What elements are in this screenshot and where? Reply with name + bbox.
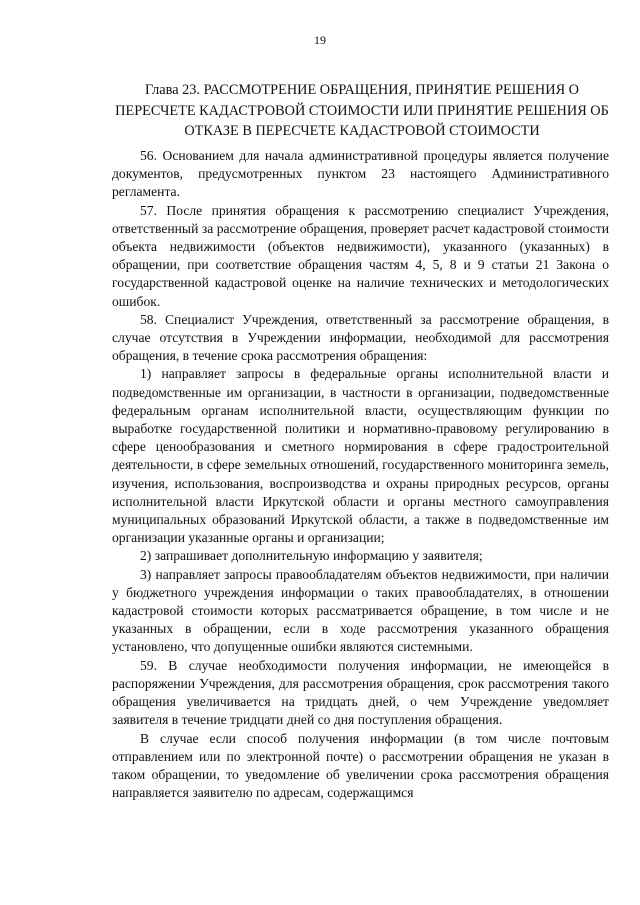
paragraph-59-continued: В случае если способ получения информации (в том числе почтовым отправлением или по электронной почте) о рассмотрении обращения не указан в таком обращении, то уведомление об увеличении срока рассмотрения обращения направляется заявителю по адресам, содержащимся	[112, 730, 609, 801]
chapter-title: Глава 23. РАССМОТРЕНИЕ ОБРАЩЕНИЯ, ПРИНЯТИЕ РЕШЕНИЯ О ПЕРЕСЧЕТЕ КАДАСТРОВОЙ СТОИМОСТИ ИЛИ ПРИНЯТИЕ РЕШЕНИЯ ОБ ОТКАЗЕ В ПЕРЕСЧЕТЕ КАДАСТРОВОЙ СТОИМОСТИ	[115, 82, 609, 139]
paragraph-58: 58. Специалист Учреждения, ответственный за рассмотрение обращения, в случае отсутствия в Учреждении информации, необходимой для рассмотрения обращения, в течение срока рассмотрения обращения:	[112, 311, 609, 364]
list-item-1: 1) направляет запросы в федеральные органы исполнительной власти и подведомственные им организации, в частности в организации, подведомственные федеральным органам исполнительной власти, осуществляющим функции по выработке государственной политики и нормативно-правовому регулированию в сфере ценообразования и сметного нормирования в сфере градостроительной деятельности, в сфере земельных отношений, государственного мониторинга земель, изучения, использования, воспроизводства и охраны природных ресурсов, органы исполнительной власти Иркутской области и органы местного самоуправления муниципальных образований Иркутской области, а также в подведомственные им организации указанные органы и организации;	[112, 366, 609, 546]
paragraph-57: 57. После принятия обращения к рассмотрению специалист Учреждения, ответственный за рассмотрение обращения, проверяет расчет кадастровой стоимости объекта недвижимости (объектов недвижимости), указанного (указанных) в обращении, при соответствие обращения частям 4, 5, 8 и 9 статьи 21 Закона о государственной кадастровой оценке на наличие технических и методологических ошибок.	[112, 202, 609, 309]
document-body	[112, 147, 609, 802]
page-number: 19	[314, 33, 326, 47]
list-item-3: 3) направляет запросы правообладателям объектов недвижимости, при наличии у бюджетного учреждения информации о таких правообладателях, в отношении кадастровой стоимости которых рассматривается обращение, в том числе и не указанных в обращении, если в ходе рассмотрения указанного обращения установлено, что допущенные ошибки являются системными.	[112, 566, 609, 655]
paragraph-59: 59. В случае необходимости получения информации, не имеющейся в распоряжении Учреждения, для рассмотрения обращения, срок рассмотрения такого обращения увеличивается на тридцать дней, о чем Учреждение уведомляет заявителя в течение тридцати дней со дня поступления обращения.	[112, 657, 609, 728]
list-item-2: 2) запрашивает дополнительную информацию у заявителя;	[140, 548, 483, 564]
paragraph-56: 56. Основанием для начала административной процедуры является получение документов, предусмотренных пунктом 23 настоящего Административного регламента.	[112, 148, 609, 200]
